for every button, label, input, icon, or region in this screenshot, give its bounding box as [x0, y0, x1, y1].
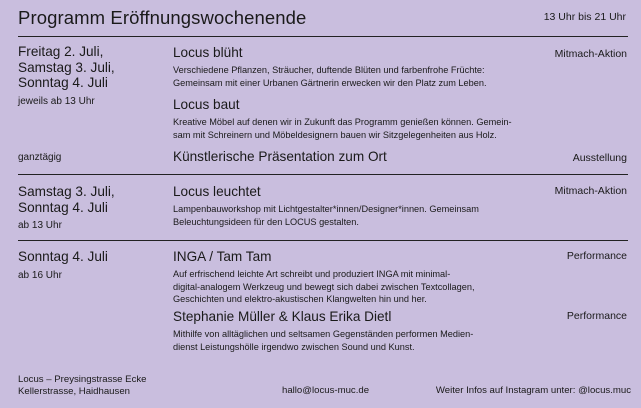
event-tag: Mitmach-Aktion	[554, 185, 627, 197]
event-locus-baut	[173, 97, 533, 141]
description-line: Lampenbauworkshop mit Lichtgestalter*innen/Designer*innen. Gemeinsam	[173, 204, 479, 214]
description-line: Geschichten und elektro-akustischen Klangwelten hin und her.	[173, 294, 427, 304]
event-description	[173, 268, 533, 306]
email-link[interactable]: hallo@locus-muc.de	[282, 385, 370, 396]
event-tag: Ausstellung	[572, 152, 627, 164]
time-range: 13 Uhr bis 21 Uhr	[543, 11, 626, 23]
description-line: Beleuchtungsideen für den LOCUS gestalten.	[173, 216, 359, 227]
event-title: INGA / Tam Tam	[173, 249, 272, 264]
instagram-info: Weiter Infos auf Instagram unter: @locus.muc	[435, 385, 631, 396]
event-locus-blueht	[173, 45, 533, 89]
description-line: Mithilfe von alltäglichen und seltsamen Gegenständen performen Medien-	[173, 329, 474, 339]
event-title: Locus leuchtet	[173, 184, 261, 199]
divider	[18, 174, 628, 175]
description-line: dienst Leistungshölle irgendwo zwischen Sound und Kunst.	[173, 341, 415, 352]
page-title: Programm Eröffnungswochenende	[18, 7, 307, 28]
day-label: Freitag 2. Juli,	[18, 44, 104, 59]
time-label: jeweils ab 13 Uhr	[18, 95, 95, 107]
address-line: Locus – Preysingstrasse Ecke	[18, 374, 147, 385]
event-tag: Performance	[566, 250, 627, 262]
divider	[18, 240, 628, 241]
day-label: Samstag 3. Juli,	[18, 184, 115, 199]
event-tag: Performance	[566, 310, 627, 322]
description-line: Auf erfrischend leichte Art schreibt und produziert INGA mit minimal-	[173, 269, 451, 279]
description-line: sam mit Schreinern und Möbeldesignern bauen wir Sitzgelegenheiten aus Holz.	[173, 129, 497, 140]
event-description	[173, 64, 533, 89]
event-tag: Mitmach-Aktion	[554, 48, 627, 60]
time-label: ganztägig	[18, 152, 62, 163]
section-2-dates	[18, 184, 115, 231]
section-3-dates	[18, 249, 108, 281]
description-line: Verschiedene Pflanzen, Sträucher, duftende Blüten und farbenfrohe Früchte:	[173, 65, 485, 75]
event-title: Stephanie Müller & Klaus Erika Dietl	[173, 309, 392, 324]
day-label: Sonntag 4. Juli	[18, 249, 108, 264]
divider	[18, 36, 628, 37]
event-title: Künstlerische Präsentation zum Ort	[173, 149, 387, 164]
description-line: Gemeinsam mit einer Urbanen Gärtnerin erwecken wir den Platz zum Leben.	[173, 77, 487, 88]
time-label: ab 13 Uhr	[18, 220, 62, 231]
event-title: Locus baut	[173, 97, 240, 112]
day-label: Sonntag 4. Juli	[18, 75, 108, 90]
event-kuenstlerische-praesentation	[173, 149, 533, 165]
section-1-dates	[18, 44, 115, 107]
event-stephanie-mueller-klaus-erika-dietl	[173, 309, 533, 353]
section-1-allday	[18, 152, 61, 163]
description-line: digital-analogem Werkzeug und bewegt sich dabei zwischen Textcollagen,	[173, 281, 475, 292]
description-line: Kreative Möbel auf denen wir in Zukunft das Programm genießen können. Gemein-	[173, 117, 512, 127]
day-label: Samstag 3. Juli,	[18, 59, 115, 75]
address	[18, 374, 147, 398]
event-description	[173, 203, 533, 228]
event-inga-tam-tam	[173, 249, 533, 306]
event-locus-leuchtet	[173, 184, 533, 228]
day-label: Sonntag 4. Juli	[18, 199, 108, 215]
time-label: ab 16 Uhr	[18, 269, 62, 281]
event-description	[173, 116, 533, 141]
event-title: Locus blüht	[173, 45, 243, 60]
address-line: Kellerstrasse, Haidhausen	[18, 386, 130, 397]
event-description	[173, 328, 533, 353]
